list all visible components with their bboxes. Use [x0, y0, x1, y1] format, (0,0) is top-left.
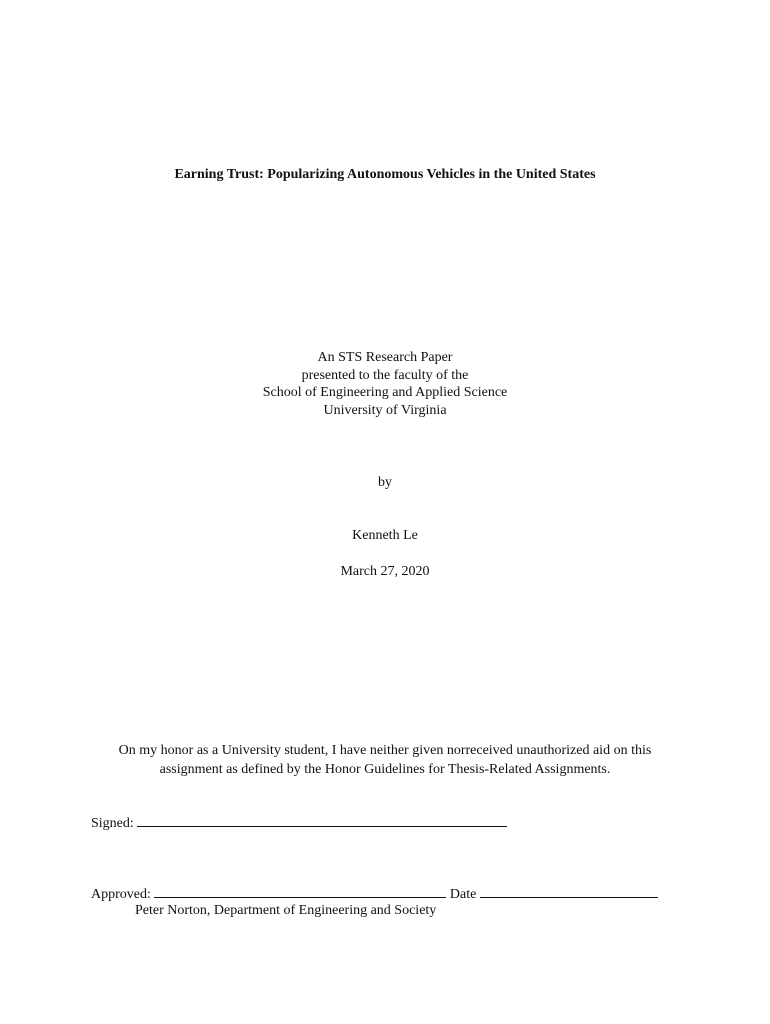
honor-pledge: [0, 741, 770, 779]
subtitle-line: University of Virginia: [323, 402, 447, 418]
paper-subtitle: [0, 349, 770, 419]
by-label: by: [378, 475, 392, 490]
pledge-line: On my honor as a University student, I have neither given norreceived unauthorized aid on this: [118, 743, 652, 758]
approved-label: Approved:: [91, 887, 151, 902]
signature-line[interactable]: [137, 813, 507, 827]
pledge-line: assignment as defined by the Honor Guidelines for Thesis-Related Assignments.: [159, 762, 611, 777]
subtitle-line: School of Engineering and Applied Science: [262, 385, 508, 400]
approval-row: [91, 884, 658, 903]
subtitle-line: presented to the faculty of the: [301, 367, 469, 383]
paper-date: March 27, 2020: [340, 564, 430, 579]
subtitle-line: An STS Research Paper: [317, 350, 453, 365]
signed-label: Signed:: [91, 816, 134, 831]
advisor-name: Peter Norton, Department of Engineering and Society: [135, 903, 437, 918]
date-label: Date: [449, 887, 477, 902]
approval-signature-line[interactable]: [154, 884, 446, 898]
author-name: Kenneth Le: [352, 528, 418, 543]
paper-title: Earning Trust: Popularizing Autonomous Vehicles in the United States: [174, 167, 596, 182]
signature-row: [91, 813, 507, 832]
approval-date-line[interactable]: [480, 884, 658, 898]
